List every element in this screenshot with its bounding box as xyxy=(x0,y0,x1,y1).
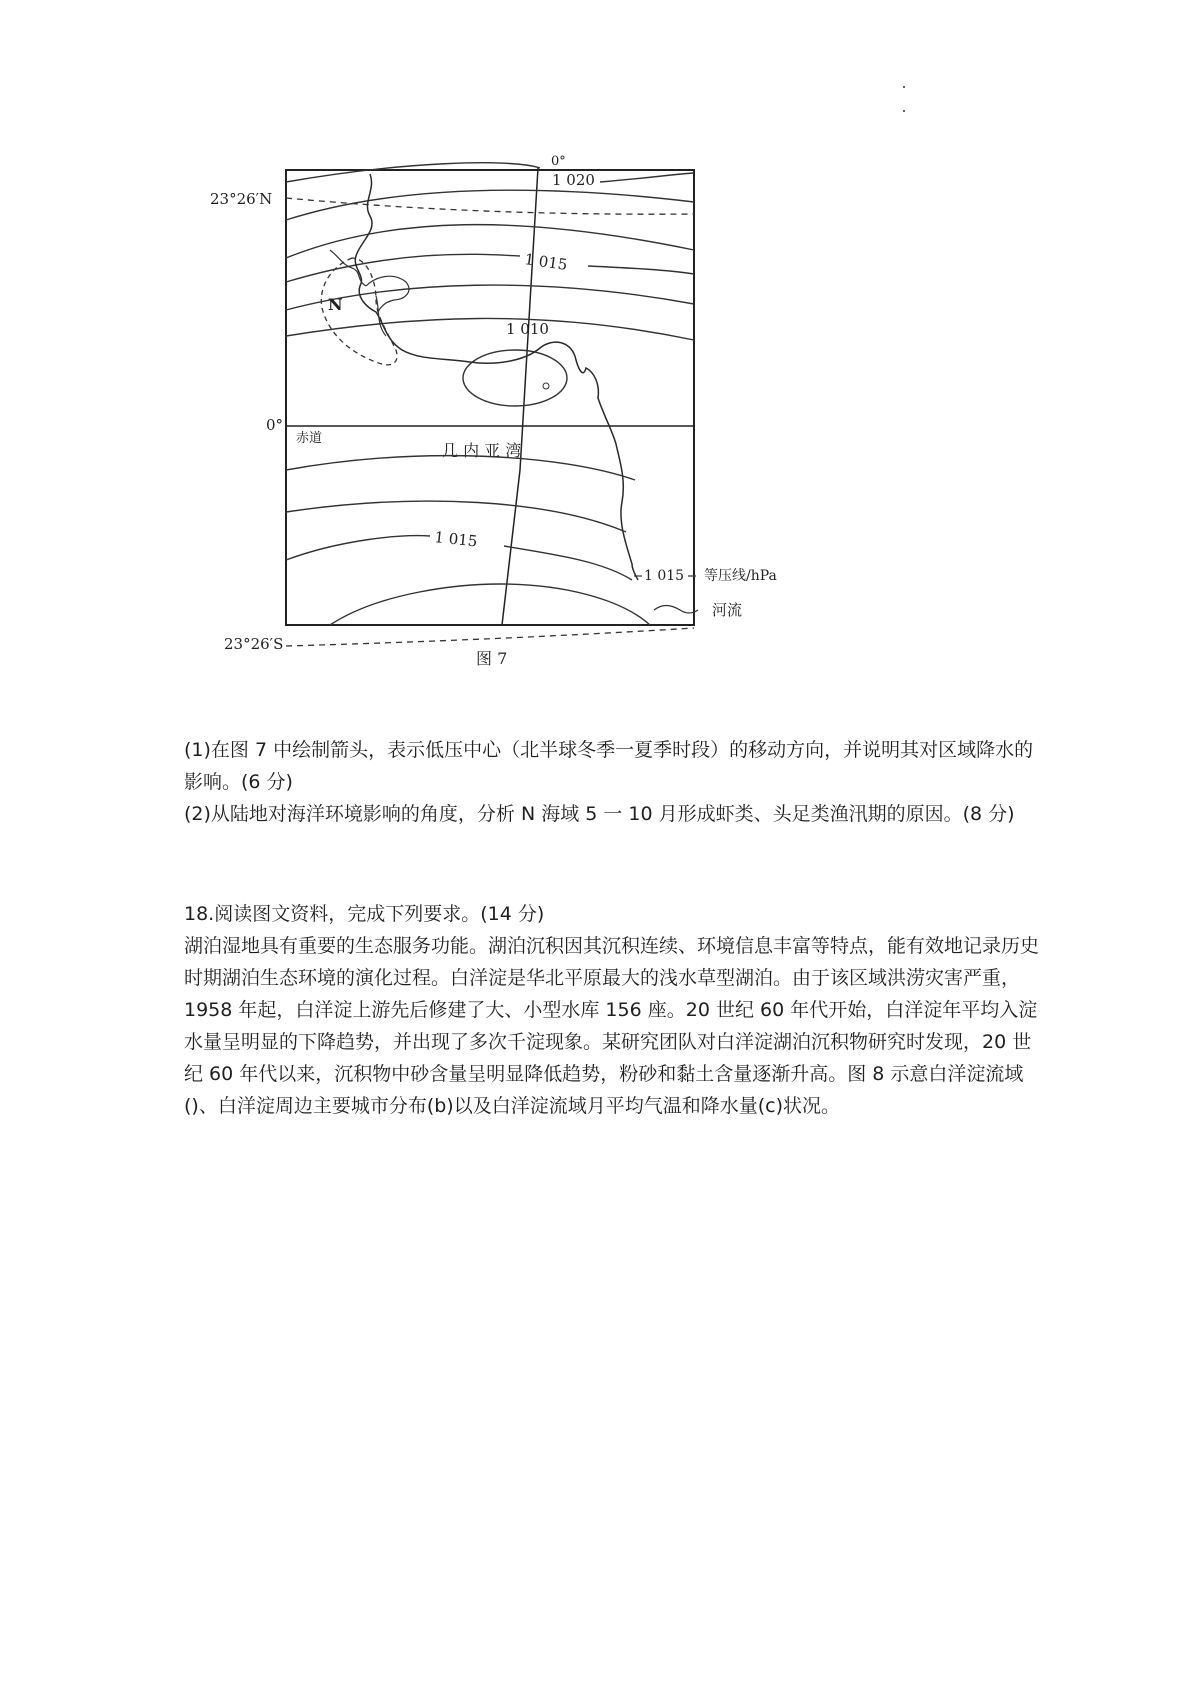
isobar-label-1020: 1 020 xyxy=(552,171,595,189)
equator-label: 赤道 xyxy=(296,431,323,446)
question-18-title-text: 18.阅读图文资料，完成下列要求。(14 分) xyxy=(184,903,545,925)
region-n-label: N xyxy=(328,295,343,314)
scan-speck xyxy=(903,86,905,88)
question-18-body-text: 湖泊湿地具有重要的生态服务功能。湖泊沉积因其沉积连续、环境信息丰富等特点，能有效地记录历史时期湖泊生态环境的演化过程。白洋淀是华北平原最大的浅水草型湖泊。由于该区域洪涝灾害严重，1958 年起，白洋淀上游先后修建了大、小型水库 156 座。20 世纪 60 年代开始，白洋淀年平均入淀水量呈明显的下降趋势，并出现了多次千淀现象。某研究团队对白洋淀湖泊沉积物研究时发现，20 世纪 60 年代以来，沉积物中砂含量呈明显降低趋势，粉砂和黏土含量逐渐升高。图 8 示意白洋淀流域()、白洋淀周边主要城市分布(b)以及白洋淀流域月平均气温和降水量(c)状况。 xyxy=(184,935,1040,1117)
figure-7-map xyxy=(180,140,900,710)
question-1-text: (1)在图 7 中绘制箭头，表示低压中心（北半球冬季一夏季时段）的移动方向，并说明其对区域降水的影响。(6 分) xyxy=(184,739,1034,793)
meridian-label: 0° xyxy=(551,154,566,169)
lat-label-equator: 0° xyxy=(266,416,284,434)
tropic-of-capricorn xyxy=(286,628,694,646)
isobar-label-1010: 1 010 xyxy=(506,320,549,338)
figure-caption: 图 7 xyxy=(476,649,508,668)
legend-isobar-text: 等压线/hPa xyxy=(704,568,777,584)
question-18-body xyxy=(184,930,1044,1122)
lat-label-south: 23°26′S xyxy=(224,635,284,653)
question-1 xyxy=(184,734,1044,798)
lat-label-north: 23°26′N xyxy=(210,190,273,208)
isobar-label-1015-south: 1 015 xyxy=(433,528,479,551)
question-18-title xyxy=(184,898,1044,930)
question-2-text: (2)从陆地对海洋环境影响的角度，分析 N 海域 5 一 10 月形成虾类、头足类渔汛期的原因。(8 分) xyxy=(184,803,1015,825)
scan-speck xyxy=(903,110,905,112)
legend-river-text: 河流 xyxy=(712,601,743,619)
question-2 xyxy=(184,798,1044,830)
isobar-label-1015-north: 1 015 xyxy=(523,250,569,274)
legend-isobar-sample: 1 015 xyxy=(644,568,685,584)
gulf-label: 几 内 亚 湾 xyxy=(442,441,522,460)
